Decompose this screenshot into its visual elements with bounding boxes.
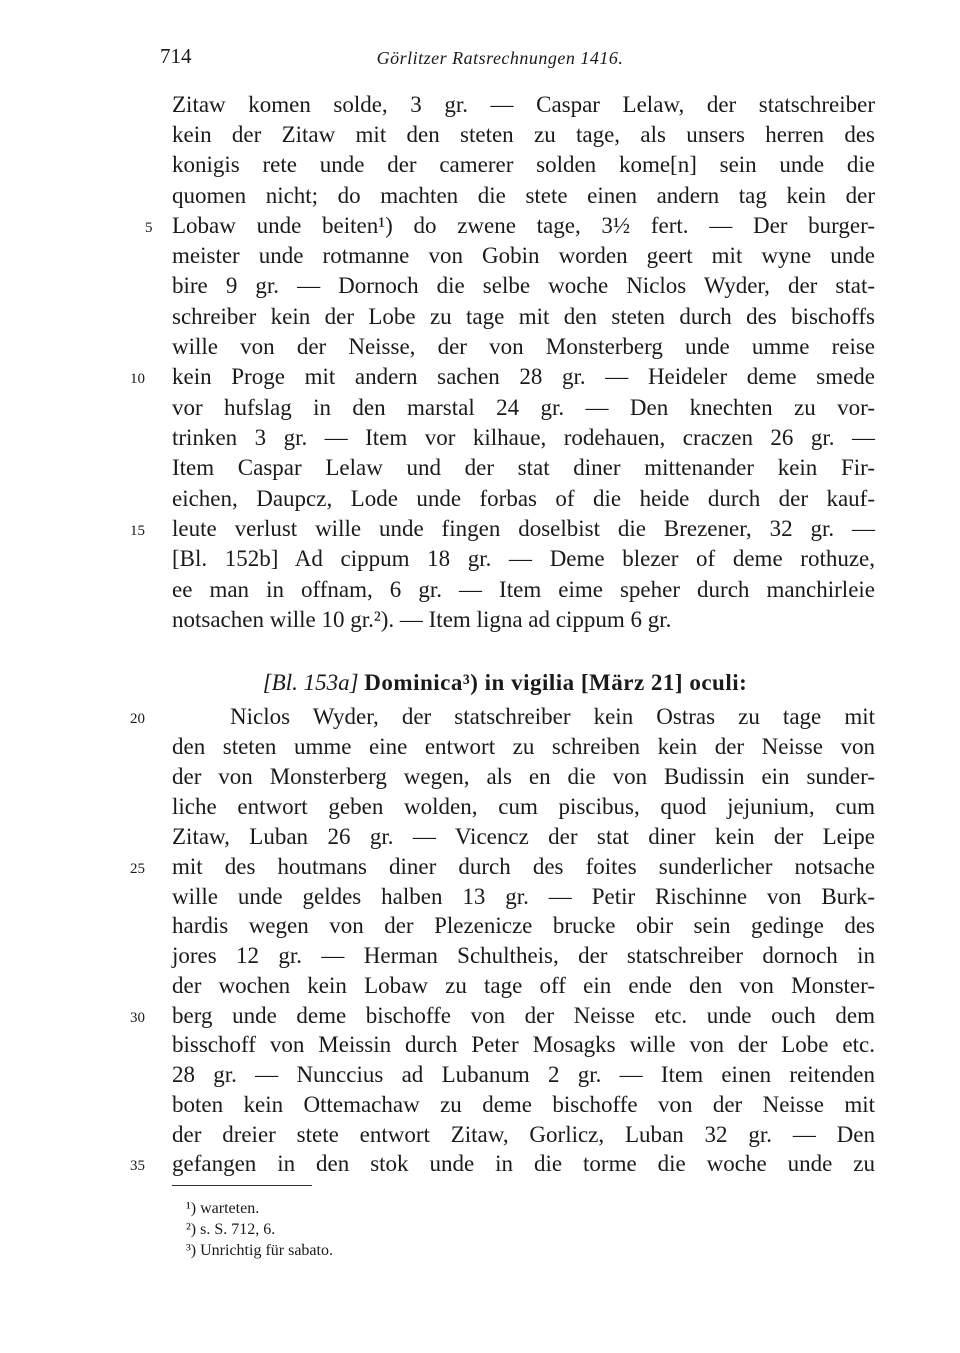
text-line: notsachen wille 10 gr.²). — Item ligna ad cippum 6 gr. (172, 607, 672, 632)
line-number: 25 (130, 861, 145, 877)
line-number: 5 (145, 220, 153, 236)
footnote: ²) s. S. 712, 6. (186, 1221, 276, 1238)
text-line: kein Proge mit andern sachen 28 gr. — Heideler deme smede (172, 364, 875, 389)
text-line: jores 12 gr. — Herman Schultheis, der statschreiber dornoch in (172, 943, 875, 968)
text-line: bire 9 gr. — Dornoch die selbe woche Niclos Wyder, der stat- (172, 273, 875, 298)
running-header: Görlitzer Ratsrechnungen 1416. (376, 48, 624, 68)
folio-reference: [Bl. 153a] (262, 670, 359, 695)
footnote: ¹) warteten. (186, 1200, 260, 1217)
text-line: gefangen in den stok unde in die torme die woche unde zu (172, 1151, 875, 1176)
text-line: trinken 3 gr. — Item vor kilhaue, rodehauen, craczen 26 gr. — (172, 425, 875, 450)
text-line: wille unde geldes halben 13 gr. — Petir Rischinne von Burk- (172, 884, 875, 909)
text-line: Niclos Wyder, der statschreiber kein Ostras zu tage mit (230, 704, 875, 729)
line-number: 20 (130, 711, 145, 727)
text-line: quomen nicht; do machten die stete einen andern tag kein der (172, 183, 875, 208)
text-line: ee man in offnam, 6 gr. — Item eime speher durch manchirleie (172, 577, 875, 602)
text-line: Zitaw, Luban 26 gr. — Vicencz der stat diner kein der Leipe (172, 824, 875, 849)
text-line: schreiber kein der Lobe zu tage mit den steten durch des bischoffs (172, 304, 875, 329)
line-number: 30 (130, 1010, 145, 1026)
text-line: vor hufslag in den marstal 24 gr. — Den knechten zu vor- (172, 395, 875, 420)
text-line: Zitaw komen solde, 3 gr. — Caspar Lelaw, der statschreiber (172, 92, 875, 117)
text-line: liche entwort geben wolden, cum piscibus, quod jejunium, cum (172, 794, 875, 819)
text-line: mit des houtmans diner durch des foites sunderlicher notsache (172, 854, 875, 879)
heading-text: Dominica³) in vigilia [März 21] oculi: (364, 670, 748, 695)
text-line: boten kein Ottemachaw zu deme bischoffe von der Neisse mit (172, 1092, 875, 1117)
text-line: 28 gr. — Nunccius ad Lubanum 2 gr. — Item einen reitenden (172, 1062, 875, 1087)
line-number: 10 (130, 371, 145, 387)
text-line: Lobaw unde beiten¹) do zwene tage, 3½ fert. — Der burger- (172, 213, 875, 238)
text-line: Item Caspar Lelaw und der stat diner mittenander kein Fir- (172, 455, 875, 480)
text-line: der dreier stete entwort Zitaw, Gorlicz, Luban 32 gr. — Den (172, 1122, 875, 1147)
text-line: [Bl. 152b] Ad cippum 18 gr. — Deme blezer of deme rothuze, (172, 546, 875, 571)
page-number: 714 (160, 44, 192, 68)
text-line: berg unde deme bischoffe von der Neisse etc. unde ouch dem (172, 1003, 875, 1028)
text-line: meister unde rotmanne von Gobin worden geert mit wyne unde (172, 243, 875, 268)
text-line: den steten umme eine entwort zu schreiben kein der Neisse von (172, 734, 875, 759)
text-line: eichen, Daupcz, Lode unde forbas of die heide durch der kauf- (172, 486, 875, 511)
footnote: ³) Unrichtig für sabato. (186, 1242, 333, 1259)
text-line: leute verlust wille unde fingen doselbist die Brezener, 32 gr. — (172, 516, 875, 541)
text-line: konigis rete unde der camerer solden kome[n] sein unde die (172, 152, 875, 177)
text-line: hardis wegen von der Plezenicze brucke obir sein gedinge des (172, 913, 875, 938)
line-number: 15 (130, 523, 145, 539)
section-heading (0, 668, 960, 698)
text-line: bisschoff von Meissin durch Peter Mosagks wille von der Lobe etc. (172, 1032, 875, 1057)
text-line: der wochen kein Lobaw zu tage off ein ende den von Monster- (172, 973, 875, 998)
footnote-rule (172, 1185, 312, 1186)
line-number: 35 (130, 1158, 145, 1174)
text-line: wille von der Neisse, der von Monsterberg unde umme reise (172, 334, 875, 359)
text-line: der von Monsterberg wegen, als en die von Budissin ein sunder- (172, 764, 875, 789)
text-line: kein der Zitaw mit den steten zu tage, als unsers herren des (172, 122, 875, 147)
